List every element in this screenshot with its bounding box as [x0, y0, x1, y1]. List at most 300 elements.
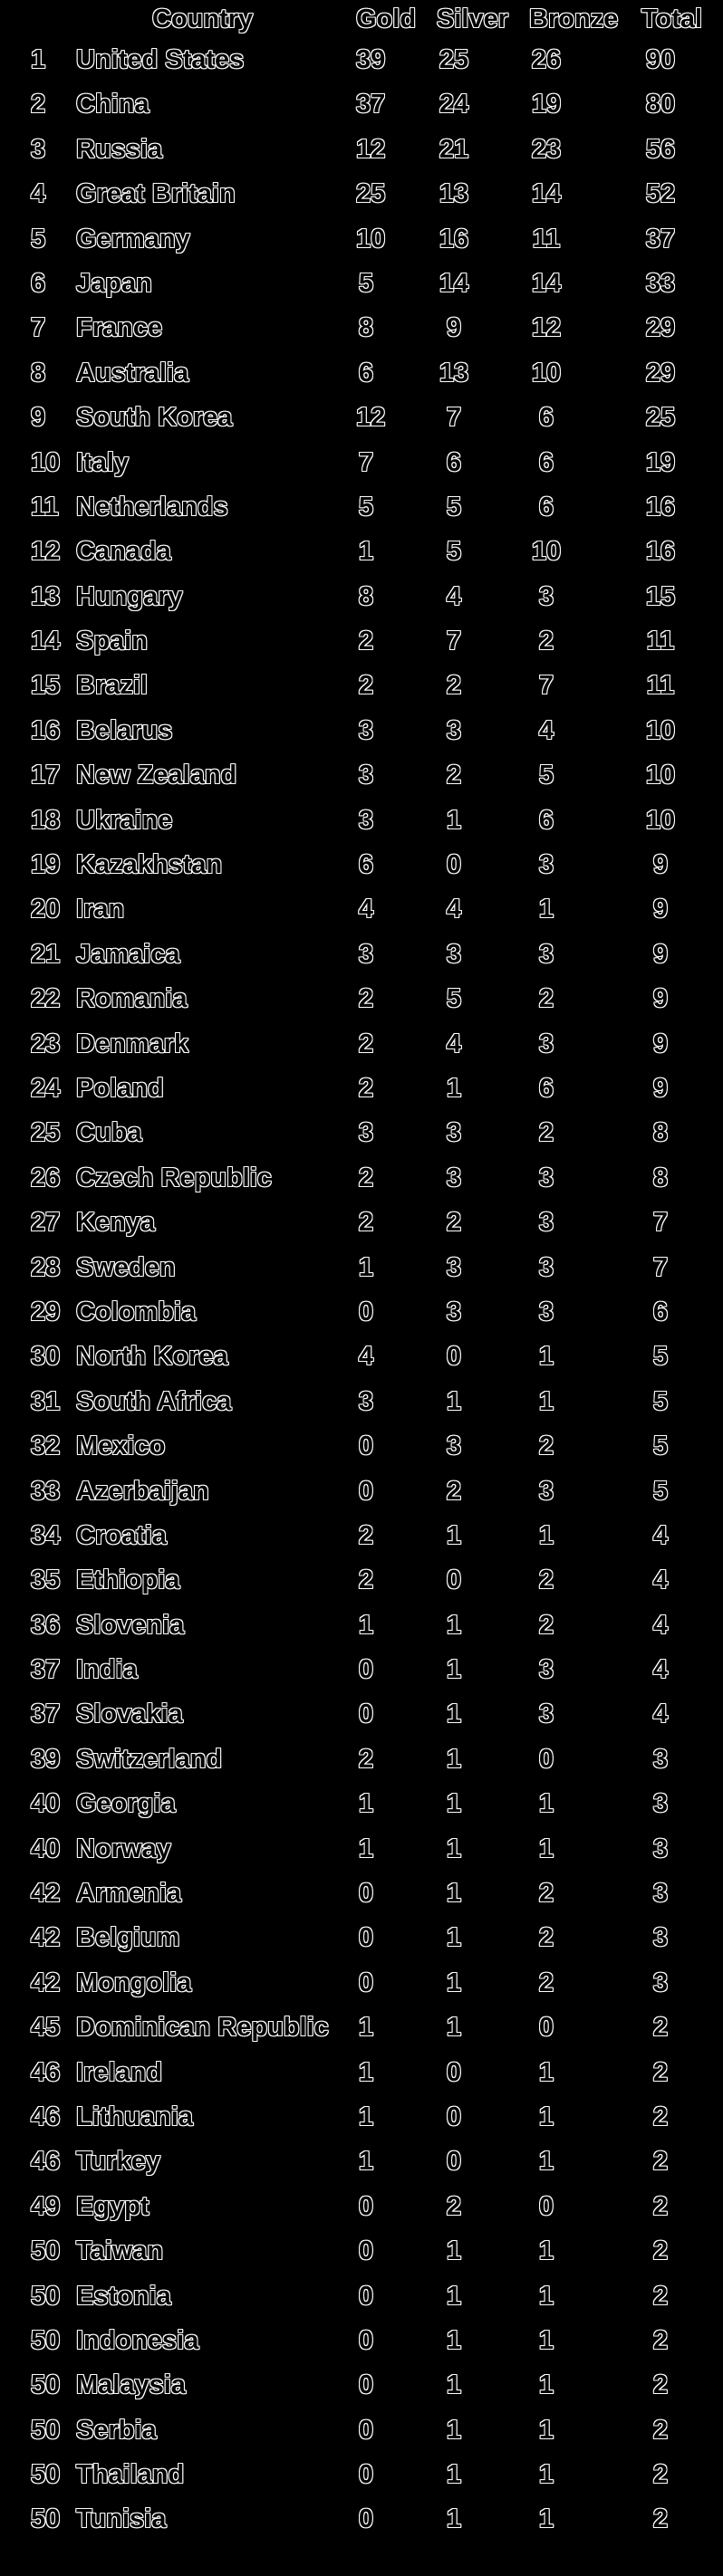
country-cell: Denmark	[76, 1029, 189, 1058]
total-cell: 19	[645, 447, 676, 477]
country-cell: Lithuania	[76, 2102, 193, 2131]
table-row	[0, 1156, 723, 1201]
total-cell: 3	[652, 1879, 669, 1909]
bronze-cell: 6	[538, 447, 554, 477]
silver-cell: 3	[446, 1163, 462, 1192]
gold-cell: 37	[356, 90, 386, 120]
country-cell: India	[76, 1655, 138, 1685]
country-cell: Ukraine	[76, 805, 173, 835]
country-cell: Germany	[76, 224, 190, 254]
country-cell: Mongolia	[76, 1968, 192, 1997]
total-cell: 9	[652, 1073, 669, 1103]
gold-cell: 2	[358, 627, 374, 656]
bronze-cell: 2	[538, 1923, 554, 1953]
total-cell: 52	[645, 179, 676, 209]
silver-cell: 2	[446, 1208, 462, 1238]
bronze-cell: 14	[531, 268, 562, 298]
total-cell: 5	[652, 1342, 669, 1372]
bronze-cell: 3	[538, 1476, 554, 1506]
bronze-cell: 1	[538, 895, 554, 924]
table-row	[0, 2140, 723, 2184]
table-row	[0, 82, 723, 127]
country-cell: Serbia	[76, 2415, 157, 2445]
gold-cell: 2	[358, 1520, 374, 1550]
gold-cell: 1	[358, 1610, 374, 1640]
header-silver: Silver	[437, 5, 508, 34]
country-cell: Malaysia	[76, 2370, 186, 2400]
gold-cell: 1	[358, 1789, 374, 1819]
silver-cell: 21	[439, 134, 469, 164]
silver-cell: 1	[446, 1968, 462, 1997]
silver-cell: 3	[446, 1297, 462, 1326]
bronze-cell: 3	[538, 1700, 554, 1729]
gold-cell: 0	[358, 2460, 374, 2490]
rank-cell: 46	[31, 2102, 61, 2131]
total-cell: 3	[652, 1744, 669, 1774]
bronze-cell: 23	[531, 134, 562, 164]
bronze-cell: 3	[538, 939, 554, 969]
silver-cell: 1	[446, 2415, 462, 2445]
table-row	[0, 1470, 723, 1514]
rank-cell: 50	[31, 2415, 61, 2445]
silver-cell: 1	[446, 2325, 462, 2355]
table-row	[0, 1648, 723, 1692]
country-cell: Netherlands	[76, 492, 228, 522]
rank-cell: 45	[31, 2013, 61, 2043]
rank-cell: 28	[31, 1252, 61, 1282]
gold-cell: 2	[358, 984, 374, 1014]
bronze-cell: 7	[538, 671, 554, 701]
country-cell: Sweden	[76, 1252, 176, 1282]
table-row	[0, 1782, 723, 1826]
gold-cell: 3	[358, 715, 374, 745]
bronze-cell: 0	[538, 1744, 554, 1774]
total-cell: 9	[652, 895, 669, 924]
total-cell: 56	[645, 134, 676, 164]
table-row	[0, 441, 723, 485]
bronze-cell: 1	[538, 2236, 554, 2266]
bronze-cell: 3	[538, 1655, 554, 1685]
bronze-cell: 0	[538, 2191, 554, 2221]
rank-cell: 50	[31, 2504, 61, 2534]
table-row	[0, 2319, 723, 2363]
header-total: Total	[641, 5, 703, 34]
rank-cell: 50	[31, 2325, 61, 2355]
country-cell: Kazakhstan	[76, 850, 223, 880]
silver-cell: 1	[446, 1744, 462, 1774]
gold-cell: 1	[358, 1834, 374, 1863]
gold-cell: 0	[358, 2236, 374, 2266]
gold-cell: 0	[358, 2281, 374, 2311]
header-bronze: Bronze	[529, 5, 619, 34]
bronze-cell: 19	[531, 90, 562, 120]
total-cell: 16	[645, 492, 676, 522]
rank-cell: 50	[31, 2460, 61, 2490]
country-cell: Kenya	[76, 1208, 156, 1238]
bronze-cell: 2	[538, 984, 554, 1014]
bronze-cell: 10	[531, 537, 562, 567]
gold-cell: 0	[358, 1700, 374, 1729]
gold-cell: 4	[358, 895, 374, 924]
bronze-cell: 3	[538, 581, 554, 611]
rank-cell: 8	[31, 358, 46, 388]
country-cell: Dominican Republic	[76, 2013, 329, 2043]
country-cell: Poland	[76, 1073, 164, 1103]
total-cell: 4	[652, 1610, 669, 1640]
silver-cell: 6	[446, 447, 462, 477]
silver-cell: 2	[446, 761, 462, 790]
silver-cell: 4	[446, 895, 462, 924]
table-row	[0, 1738, 723, 1782]
bronze-cell: 12	[531, 313, 562, 343]
table-row	[0, 1961, 723, 2006]
rank-cell: 40	[31, 1834, 61, 1863]
country-cell: Romania	[76, 984, 188, 1014]
table-row	[0, 217, 723, 262]
rank-cell: 37	[31, 1700, 61, 1729]
bronze-cell: 11	[532, 224, 561, 254]
country-cell: Australia	[76, 358, 189, 388]
silver-cell: 9	[446, 313, 462, 343]
table-row	[0, 1827, 723, 1872]
silver-cell: 1	[446, 1610, 462, 1640]
table-row	[0, 1335, 723, 1379]
header-gold: Gold	[356, 5, 417, 34]
gold-cell: 8	[358, 313, 374, 343]
bronze-cell: 1	[538, 2102, 554, 2131]
silver-cell: 25	[439, 45, 469, 74]
gold-cell: 0	[358, 1923, 374, 1953]
table-row	[0, 1290, 723, 1335]
total-cell: 3	[652, 1834, 669, 1863]
total-cell: 9	[652, 850, 669, 880]
silver-cell: 13	[439, 358, 469, 388]
rank-cell: 22	[31, 984, 61, 1014]
rank-cell: 2	[31, 90, 46, 120]
country-cell: Great Britain	[76, 179, 236, 209]
table-row	[0, 1916, 723, 1960]
silver-cell: 5	[446, 492, 462, 522]
bronze-cell: 1	[538, 2370, 554, 2400]
bronze-cell: 14	[531, 179, 562, 209]
country-cell: China	[76, 90, 149, 120]
silver-cell: 3	[446, 939, 462, 969]
silver-cell: 3	[446, 1432, 462, 1461]
silver-cell: 1	[446, 1386, 462, 1416]
country-cell: Taiwan	[76, 2236, 164, 2266]
total-cell: 7	[652, 1252, 669, 1282]
rank-cell: 40	[31, 1789, 61, 1819]
table-row	[0, 2229, 723, 2274]
silver-cell: 7	[446, 403, 462, 433]
total-cell: 5	[652, 1476, 669, 1506]
silver-cell: 3	[446, 1118, 462, 1148]
rank-cell: 42	[31, 1879, 61, 1909]
table-row	[0, 2453, 723, 2497]
bronze-cell: 3	[538, 1252, 554, 1282]
rank-cell: 21	[31, 939, 61, 969]
gold-cell: 3	[358, 939, 374, 969]
table-row	[0, 2095, 723, 2140]
country-cell: Japan	[76, 268, 152, 298]
bronze-cell: 2	[538, 1968, 554, 1997]
table-row	[0, 2051, 723, 2095]
table-row	[0, 396, 723, 440]
silver-cell: 1	[446, 2370, 462, 2400]
rank-cell: 4	[31, 179, 46, 209]
gold-cell: 2	[358, 1566, 374, 1595]
total-cell: 4	[652, 1520, 669, 1550]
table-row	[0, 619, 723, 664]
total-cell: 9	[652, 939, 669, 969]
country-cell: Indonesia	[76, 2325, 199, 2355]
gold-cell: 3	[358, 761, 374, 790]
country-cell: Hungary	[76, 581, 183, 611]
bronze-cell: 1	[538, 2281, 554, 2311]
rank-cell: 42	[31, 1923, 61, 1953]
silver-cell: 1	[446, 2281, 462, 2311]
gold-cell: 1	[358, 537, 374, 567]
silver-cell: 1	[446, 805, 462, 835]
country-cell: Thailand	[76, 2460, 185, 2490]
rank-cell: 50	[31, 2236, 61, 2266]
silver-cell: 5	[446, 537, 462, 567]
gold-cell: 1	[358, 2013, 374, 2043]
rank-cell: 15	[31, 671, 61, 701]
table-row	[0, 799, 723, 843]
table-row	[0, 709, 723, 753]
gold-cell: 0	[358, 1476, 374, 1506]
rank-cell: 11	[31, 492, 59, 522]
total-cell: 2	[652, 2102, 669, 2131]
table-row	[0, 664, 723, 708]
total-cell: 10	[645, 715, 676, 745]
country-cell: Ireland	[76, 2057, 163, 2087]
gold-cell: 1	[358, 2147, 374, 2177]
table-row	[0, 485, 723, 530]
bronze-cell: 5	[538, 761, 554, 790]
rank-cell: 16	[31, 715, 61, 745]
total-cell: 33	[645, 268, 676, 298]
table-row	[0, 2274, 723, 2319]
table-row	[0, 1111, 723, 1155]
bronze-cell: 1	[538, 1520, 554, 1550]
table-row	[0, 843, 723, 887]
table-row	[0, 128, 723, 172]
country-cell: Azerbaijan	[76, 1476, 209, 1506]
gold-cell: 1	[358, 2102, 374, 2131]
country-cell: Iran	[76, 895, 125, 924]
gold-cell: 0	[358, 1432, 374, 1461]
gold-cell: 3	[358, 805, 374, 835]
rank-cell: 14	[31, 627, 61, 656]
rank-cell: 50	[31, 2281, 61, 2311]
table-row	[0, 1201, 723, 1245]
table-row	[0, 1424, 723, 1469]
total-cell: 2	[652, 2147, 669, 2177]
silver-cell: 1	[446, 2504, 462, 2534]
gold-cell: 0	[358, 1879, 374, 1909]
table-row	[0, 1558, 723, 1603]
gold-cell: 0	[358, 2415, 374, 2445]
bronze-cell: 1	[538, 2460, 554, 2490]
bronze-cell: 1	[538, 1386, 554, 1416]
total-cell: 2	[652, 2013, 669, 2043]
bronze-cell: 2	[538, 1566, 554, 1595]
bronze-cell: 2	[538, 1879, 554, 1909]
silver-cell: 3	[446, 1252, 462, 1282]
bronze-cell: 3	[538, 850, 554, 880]
country-cell: Georgia	[76, 1789, 176, 1819]
rank-cell: 34	[31, 1520, 61, 1550]
gold-cell: 7	[358, 447, 374, 477]
bronze-cell: 6	[538, 403, 554, 433]
rank-cell: 32	[31, 1432, 61, 1461]
table-row	[0, 1022, 723, 1067]
rank-cell: 5	[31, 224, 46, 254]
rank-cell: 35	[31, 1566, 61, 1595]
table-row	[0, 1604, 723, 1648]
total-cell: 4	[652, 1566, 669, 1595]
total-cell: 3	[652, 1789, 669, 1819]
silver-cell: 3	[446, 715, 462, 745]
bronze-cell: 26	[531, 45, 562, 74]
country-cell: Jamaica	[76, 939, 180, 969]
silver-cell: 24	[439, 90, 469, 120]
total-cell: 3	[652, 1968, 669, 1997]
table-row	[0, 2497, 723, 2542]
total-cell: 2	[652, 2191, 669, 2221]
total-cell: 5	[652, 1432, 669, 1461]
table-row	[0, 933, 723, 977]
gold-cell: 0	[358, 2325, 374, 2355]
gold-cell: 2	[358, 671, 374, 701]
silver-cell: 1	[446, 1520, 462, 1550]
total-cell: 2	[652, 2057, 669, 2087]
rank-cell: 1	[31, 45, 46, 74]
table-row	[0, 172, 723, 216]
table-row	[0, 1067, 723, 1111]
table-body	[0, 38, 723, 2542]
rank-cell: 23	[31, 1029, 61, 1058]
country-cell: Cuba	[76, 1118, 142, 1148]
rank-cell: 7	[31, 313, 46, 343]
table-row	[0, 38, 723, 82]
country-cell: Norway	[76, 1834, 171, 1863]
gold-cell: 2	[358, 1744, 374, 1774]
country-cell: Turkey	[76, 2147, 160, 2177]
total-cell: 2	[652, 2504, 669, 2534]
country-cell: Czech Republic	[76, 1163, 272, 1192]
table-row	[0, 1872, 723, 1916]
rank-cell: 39	[31, 1744, 61, 1774]
rank-cell: 42	[31, 1968, 61, 1997]
gold-cell: 12	[356, 403, 386, 433]
total-cell: 2	[652, 2281, 669, 2311]
country-cell: Colombia	[76, 1297, 197, 1326]
country-cell: Estonia	[76, 2281, 171, 2311]
bronze-cell: 2	[538, 1432, 554, 1461]
country-cell: Russia	[76, 134, 163, 164]
total-cell: 25	[645, 403, 676, 433]
country-cell: Brazil	[76, 671, 148, 701]
bronze-cell: 1	[538, 1789, 554, 1819]
total-cell: 16	[645, 537, 676, 567]
table-row	[0, 887, 723, 932]
country-cell: North Korea	[76, 1342, 228, 1372]
country-cell: Slovenia	[76, 1610, 185, 1640]
silver-cell: 14	[439, 268, 469, 298]
gold-cell: 0	[358, 1655, 374, 1685]
country-cell: Croatia	[76, 1520, 167, 1550]
bronze-cell: 3	[538, 1029, 554, 1058]
rank-cell: 10	[31, 447, 61, 477]
silver-cell: 4	[446, 581, 462, 611]
silver-cell: 1	[446, 2013, 462, 2043]
silver-cell: 5	[446, 984, 462, 1014]
silver-cell: 1	[446, 1073, 462, 1103]
rank-cell: 29	[31, 1297, 61, 1326]
silver-cell: 7	[446, 627, 462, 656]
gold-cell: 0	[358, 2370, 374, 2400]
total-cell: 10	[645, 761, 676, 790]
country-cell: Switzerland	[76, 1744, 223, 1774]
country-cell: Belgium	[76, 1923, 180, 1953]
total-cell: 2	[652, 2460, 669, 2490]
gold-cell: 3	[358, 1118, 374, 1148]
bronze-cell: 4	[538, 715, 554, 745]
total-cell: 3	[652, 1923, 669, 1953]
total-cell: 4	[652, 1700, 669, 1729]
country-cell: Ethiopia	[76, 1566, 180, 1595]
rank-cell: 26	[31, 1163, 61, 1192]
table-row	[0, 2363, 723, 2408]
table-row	[0, 262, 723, 306]
total-cell: 2	[652, 2370, 669, 2400]
bronze-cell: 3	[538, 1163, 554, 1192]
country-cell: Canada	[76, 537, 171, 567]
country-cell: South Korea	[76, 403, 233, 433]
silver-cell: 0	[446, 1342, 462, 1372]
silver-cell: 2	[446, 671, 462, 701]
silver-cell: 2	[446, 2191, 462, 2221]
bronze-cell: 1	[538, 2147, 554, 2177]
bronze-cell: 1	[538, 1342, 554, 1372]
total-cell: 15	[645, 581, 676, 611]
gold-cell: 12	[356, 134, 386, 164]
total-cell: 8	[652, 1118, 669, 1148]
gold-cell: 5	[358, 492, 374, 522]
gold-cell: 2	[358, 1208, 374, 1238]
table-row	[0, 1514, 723, 1558]
bronze-cell: 2	[538, 627, 554, 656]
total-cell: 29	[645, 358, 676, 388]
silver-cell: 1	[446, 1700, 462, 1729]
country-cell: France	[76, 313, 163, 343]
rank-cell: 6	[31, 268, 46, 298]
rank-cell: 20	[31, 895, 61, 924]
rank-cell: 46	[31, 2147, 61, 2177]
total-cell: 11	[646, 671, 675, 701]
gold-cell: 2	[358, 1073, 374, 1103]
country-cell: Egypt	[76, 2191, 149, 2221]
header-country: Country	[152, 5, 254, 34]
country-cell: Italy	[76, 447, 130, 477]
total-cell: 9	[652, 984, 669, 1014]
table-row	[0, 1692, 723, 1737]
silver-cell: 1	[446, 1655, 462, 1685]
gold-cell: 10	[356, 224, 386, 254]
